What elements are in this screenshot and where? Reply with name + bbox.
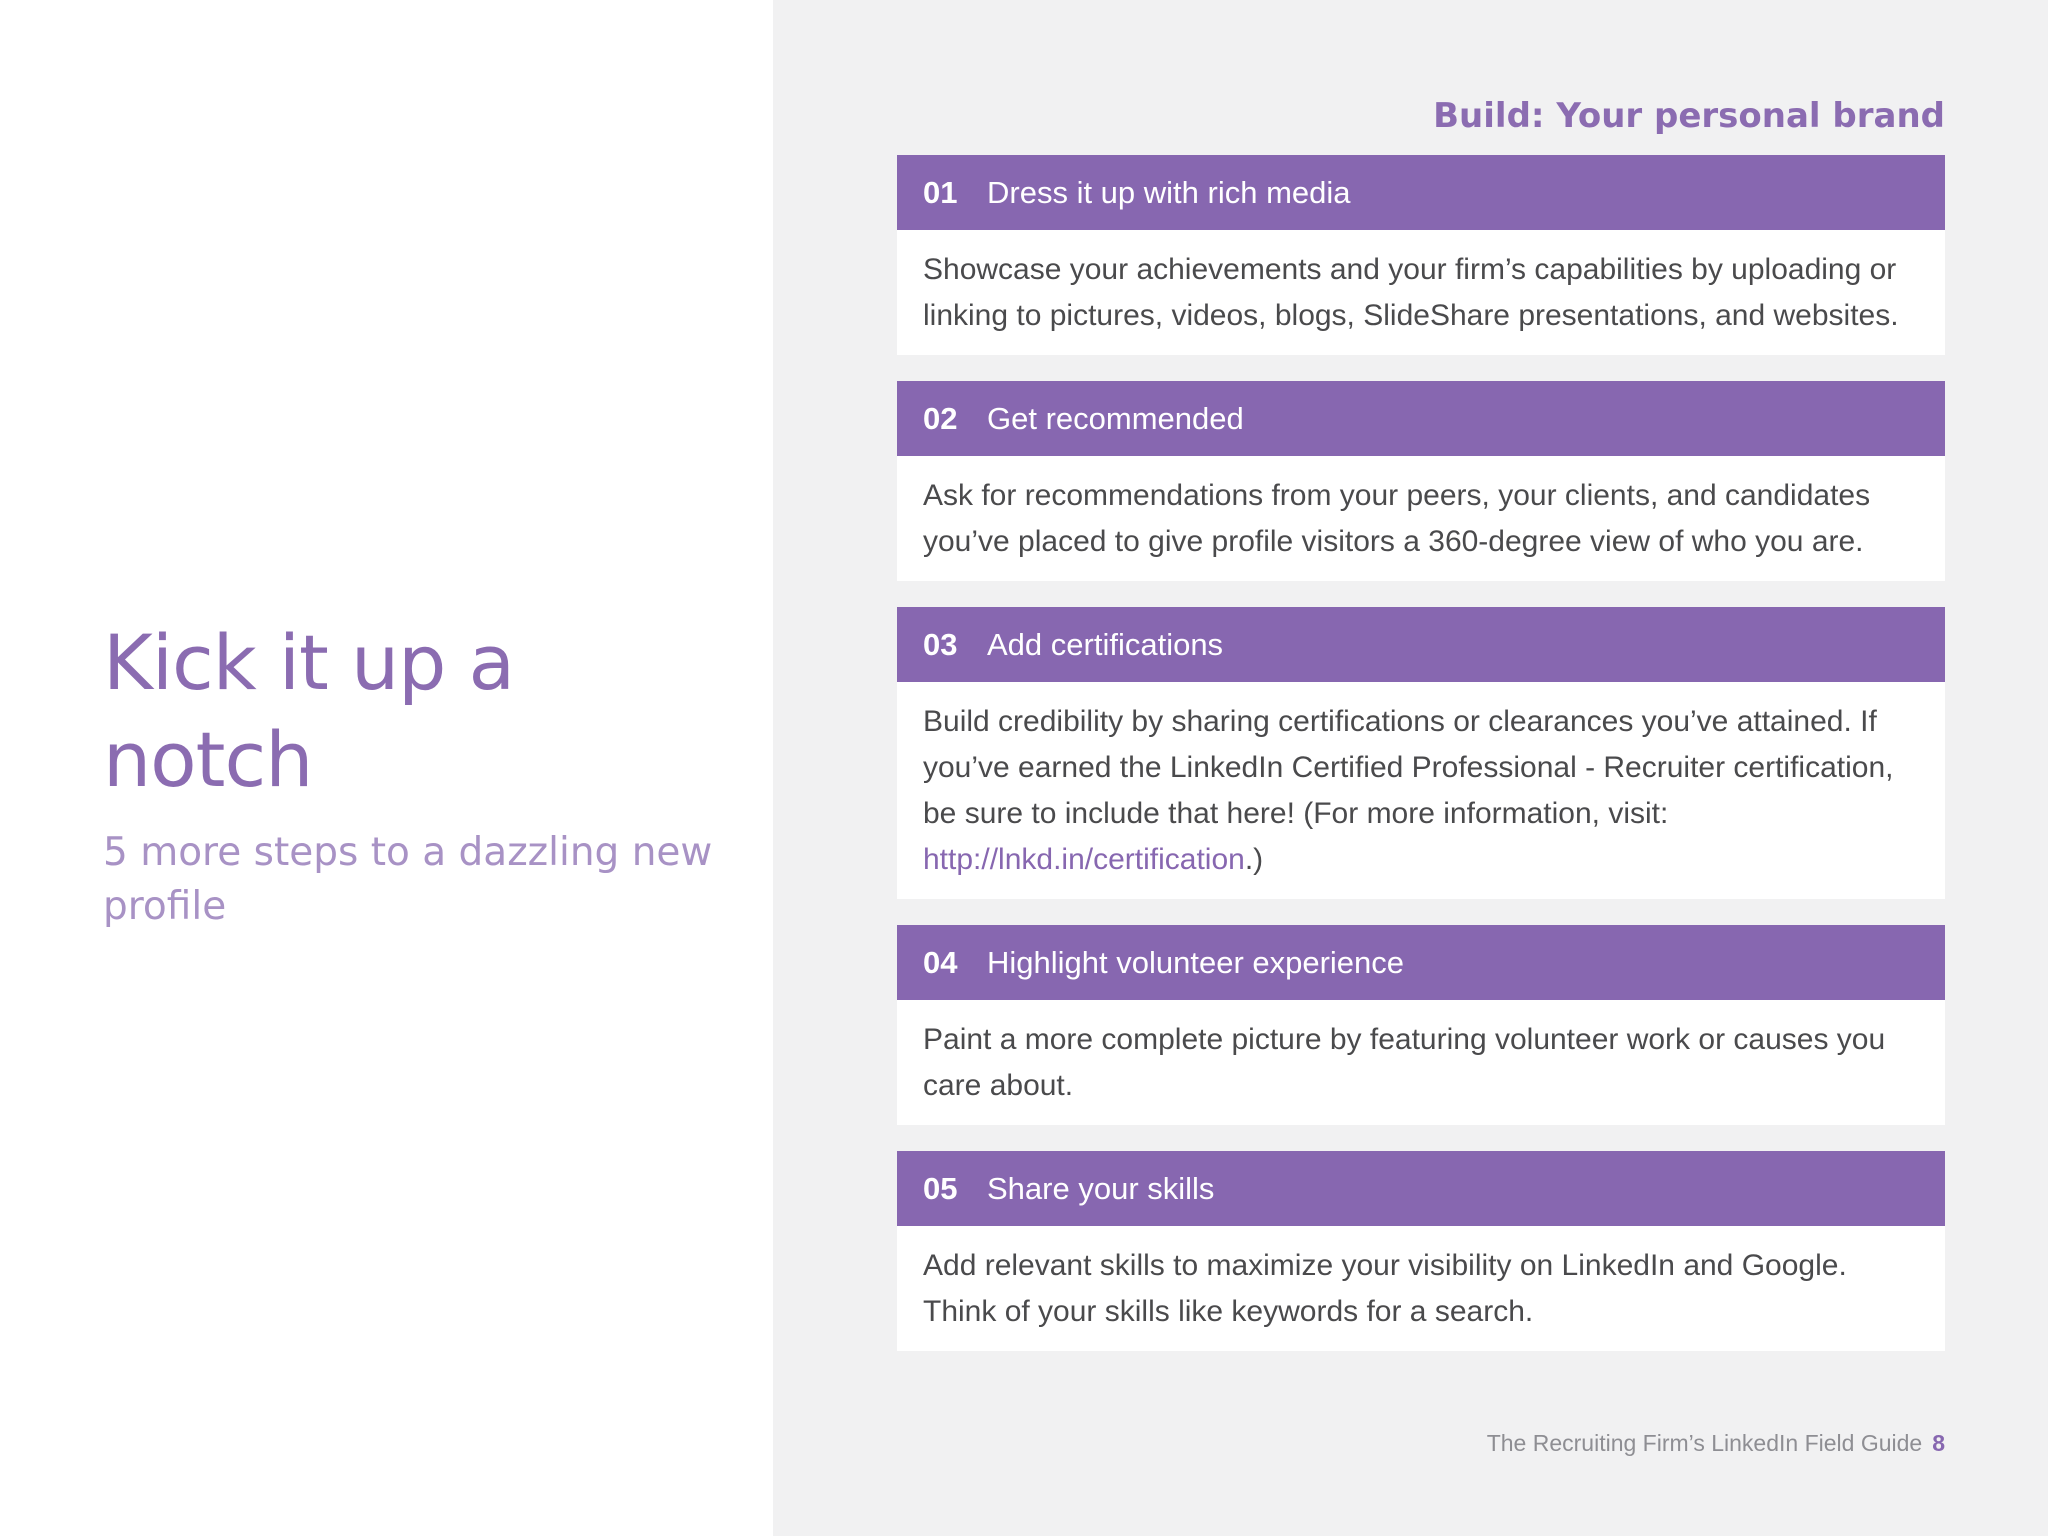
step-body <box>897 682 1945 899</box>
footer <box>1487 1428 1945 1458</box>
step-number: 03 <box>923 626 958 662</box>
step-card <box>897 607 1945 899</box>
step-title: Share your skills <box>987 1170 1215 1206</box>
step-title: Add certifications <box>987 626 1224 662</box>
footer-guide-title: The Recruiting Firm’s LinkedIn Field Guide <box>1486 1430 1923 1456</box>
steps-list <box>897 155 1945 1377</box>
step-body: Add relevant skills to maximize your visibility on LinkedIn and Google. Think of your skills like keywords for a search. <box>897 1226 1945 1351</box>
step-body: Paint a more complete picture by featuring volunteer work or causes you care about. <box>897 1000 1945 1125</box>
step-number: 02 <box>923 400 958 436</box>
step-card <box>897 1151 1945 1351</box>
step-body: Showcase your achievements and your firm’s capabilities by uploading or linking to pictures, videos, blogs, SlideShare presentations, and websites. <box>897 230 1945 355</box>
left-panel <box>0 0 773 1536</box>
step-title: Get recommended <box>987 400 1244 436</box>
step-card <box>897 381 1945 581</box>
step-header <box>897 381 1945 456</box>
step-body: Ask for recommendations from your peers, your clients, and candidates you’ve placed to give profile visitors a 360-degree view of who you are. <box>897 456 1945 581</box>
page-subtitle: 5 more steps to a dazzling new profile <box>103 830 713 929</box>
page-title: Kick it up a notch <box>103 618 515 804</box>
step-card <box>897 925 1945 1125</box>
step-number: 05 <box>923 1170 958 1206</box>
step-body-text: Build credibility by sharing certifications or clearances you’ve attained. If you’ve earned the LinkedIn Certified Professional - Recruiter certification, be sure to include that here! (For more information, visit: <box>923 705 1894 830</box>
section-title: Build: Your personal brand <box>1433 96 1945 136</box>
step-card <box>897 155 1945 355</box>
step-body-text-end: .) <box>1244 843 1264 876</box>
step-number: 01 <box>923 174 958 210</box>
step-header <box>897 1151 1945 1226</box>
step-header <box>897 925 1945 1000</box>
certification-link[interactable]: http://lnkd.in/certification <box>923 843 1245 876</box>
step-number: 04 <box>923 944 958 980</box>
step-header <box>897 607 1945 682</box>
step-title: Dress it up with rich media <box>987 174 1351 210</box>
step-title: Highlight volunteer experience <box>987 944 1405 980</box>
step-header <box>897 155 1945 230</box>
page-number: 8 <box>1932 1430 1945 1456</box>
